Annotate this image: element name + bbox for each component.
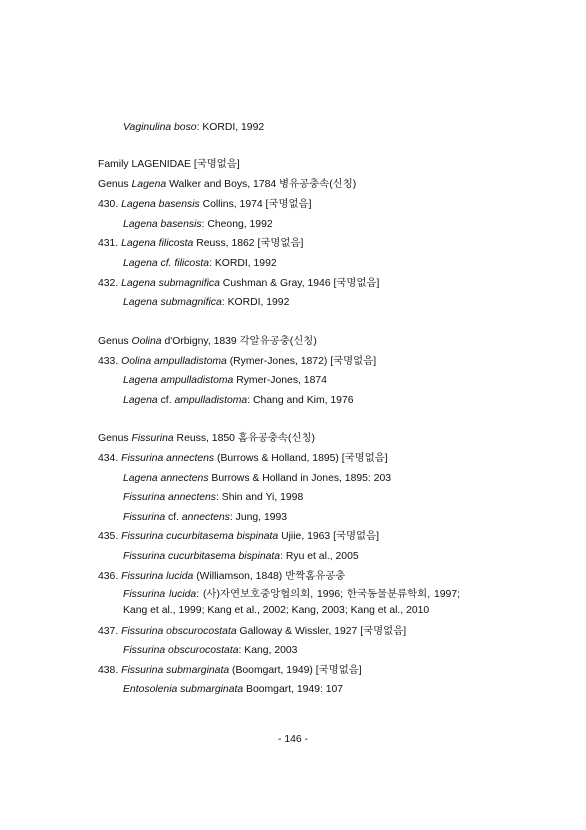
species-entry: 431. Lagena filicosta Reuss, 1862 [국명없음]: [98, 238, 304, 249]
synonym-line: Fissurina obscurocostata: Kang, 2003: [123, 645, 298, 656]
synonym-line: Fissurina cucurbitasema bispinata: Ryu et al., 2005: [123, 551, 359, 562]
species-entry: 434. Fissurina annectens (Burrows & Holland, 1895) [국명없음]: [98, 453, 388, 464]
genus-heading: Genus Fissurina Reuss, 1850 홈유공충속(신칭): [98, 433, 315, 444]
synonym-line: Fissurina cf. annectens: Jung, 1993: [123, 512, 288, 523]
synonym-line: Lagena cf. filicosta: KORDI, 1992: [123, 258, 277, 269]
species-entry: 435. Fissurina cucurbitasema bispinata Ujiie, 1963 [국명없음]: [98, 531, 380, 542]
synonym-line: Entosolenia submarginata Boomgart, 1949: 107: [123, 684, 344, 695]
synonym-line: Fissurina annectens: Shin and Yi, 1998: [123, 492, 304, 503]
synonym-line: Vaginulina boso: KORDI, 1992: [123, 122, 265, 133]
synonym-line: Lagena cf. ampulladistoma: Chang and Kim, 1976: [123, 395, 354, 406]
species-entry: 432. Lagena submagnifica Cushman & Gray, 1946 [국명없음]: [98, 278, 380, 289]
page-number: - 146 -: [277, 734, 309, 745]
synonym-line: Lagena ampulladistoma Rymer-Jones, 1874: [123, 375, 327, 386]
species-entry: 433. Oolina ampulladistoma (Rymer-Jones, 1872) [국명없음]: [98, 356, 377, 367]
synonym-line: Lagena basensis: Cheong, 1992: [123, 219, 273, 230]
synonym-line-wrapped: Fissurina lucida: (사)자연보호중앙협의회, 1996; 한국동물분류학회, 1997; Kang et al., 1999; Kang et al., 2002; Kang, 2003; Kang et al., 2010: [123, 589, 460, 616]
synonym-line: Lagena annectens Burrows & Holland in Jones, 1895: 203: [123, 473, 392, 484]
species-entry: 437. Fissurina obscurocostata Galloway & Wissler, 1927 [국명없음]: [98, 626, 407, 637]
genus-heading: Genus Lagena Walker and Boys, 1784 병유공충속(신칭): [98, 179, 357, 190]
genus-heading: Genus Oolina d'Orbigny, 1839 각알유공충(신칭): [98, 336, 317, 347]
species-entry: 430. Lagena basensis Collins, 1974 [국명없음]: [98, 199, 312, 210]
synonym-line: Lagena submagnifica: KORDI, 1992: [123, 297, 290, 308]
species-entry: 438. Fissurina submarginata (Boomgart, 1949) [국명없음]: [98, 665, 362, 676]
family-heading: Family LAGENIDAE [국명없음]: [98, 159, 240, 170]
species-entry: 436. Fissurina lucida (Williamson, 1848) 반짝홈유공충: [98, 571, 346, 582]
